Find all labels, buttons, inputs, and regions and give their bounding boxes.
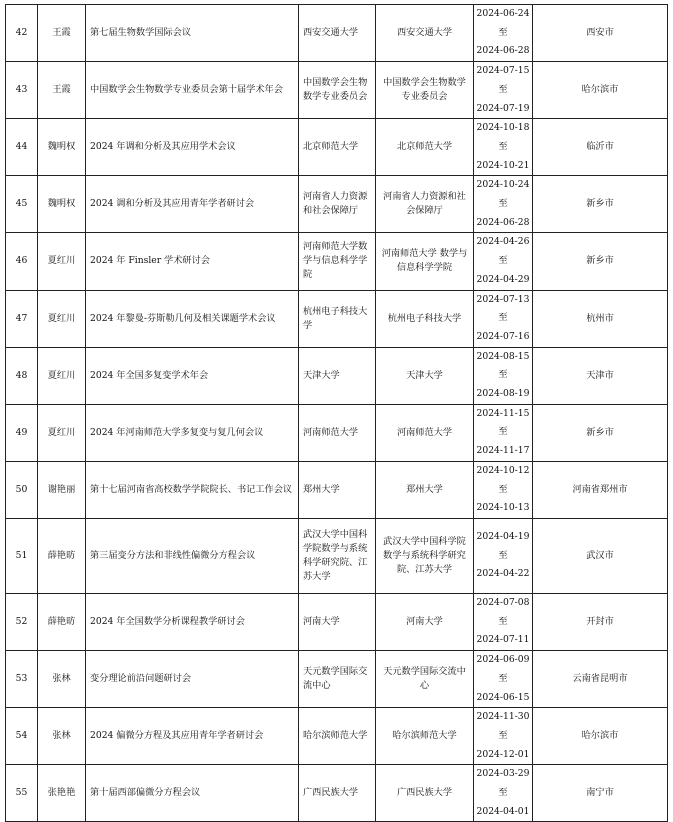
end-date: 2024-04-01	[476, 805, 530, 817]
person-name: 王霞	[38, 5, 86, 62]
table-row	[6, 518, 668, 593]
conference-title: 2024 年 Finsler 学术研讨会	[86, 233, 299, 290]
organizing-unit: 郑州大学	[376, 461, 474, 518]
conference-title: 变分理论前沿问题研讨会	[86, 651, 299, 708]
table-row	[6, 347, 668, 404]
conference-title: 第十七届河南省高校数学学院院长、书记工作会议	[86, 461, 299, 518]
table-row	[6, 651, 668, 708]
date-separator: 至	[498, 549, 508, 561]
row-number: 54	[6, 708, 38, 765]
host-organization: 河南省人力资源和社会保障厅	[299, 176, 376, 233]
row-number: 42	[6, 5, 38, 62]
table-row	[6, 119, 668, 176]
conference-table	[5, 4, 668, 822]
date-separator: 至	[498, 255, 508, 267]
end-date: 2024-07-19	[476, 102, 530, 114]
conference-title: 中国数学会生物数学专业委员会第十届学术年会	[86, 62, 299, 119]
organizing-unit: 河南大学	[376, 593, 474, 650]
start-date: 2024-04-26	[476, 236, 530, 248]
table-row	[6, 62, 668, 119]
host-organization: 郑州大学	[299, 461, 376, 518]
date-range	[474, 765, 533, 822]
host-organization: 北京师范大学	[299, 119, 376, 176]
organizing-unit: 河南师范大学	[376, 404, 474, 461]
date-range	[474, 651, 533, 708]
conference-title: 2024 年调和分析及其应用学术会议	[86, 119, 299, 176]
organizing-unit: 广西民族大学	[376, 765, 474, 822]
date-range	[474, 461, 533, 518]
date-range	[474, 593, 533, 650]
start-date: 2024-10-18	[476, 122, 530, 134]
person-name: 王霞	[38, 62, 86, 119]
row-number: 55	[6, 765, 38, 822]
conference-title: 2024 年河南师范大学多复变与复几何会议	[86, 404, 299, 461]
host-organization: 西安交通大学	[299, 5, 376, 62]
organizing-unit: 河南省人力资源和社会保障厅	[376, 176, 474, 233]
city: 哈尔滨市	[533, 62, 668, 119]
row-number: 46	[6, 233, 38, 290]
row-number: 51	[6, 518, 38, 593]
table-row	[6, 290, 668, 347]
start-date: 2024-11-15	[476, 407, 530, 419]
row-number: 53	[6, 651, 38, 708]
person-name: 夏红川	[38, 233, 86, 290]
host-organization: 杭州电子科技大学	[299, 290, 376, 347]
city: 西安市	[533, 5, 668, 62]
table-row	[6, 233, 668, 290]
conference-title: 2024 调和分析及其应用青年学者研讨会	[86, 176, 299, 233]
organizing-unit: 天津大学	[376, 347, 474, 404]
end-date: 2024-04-29	[476, 273, 530, 285]
city: 新乡市	[533, 233, 668, 290]
host-organization: 广西民族大学	[299, 765, 376, 822]
city: 哈尔滨市	[533, 708, 668, 765]
date-separator: 至	[498, 83, 508, 95]
date-range	[474, 176, 533, 233]
end-date: 2024-08-19	[476, 388, 530, 400]
host-organization: 中国数学会生物数学专业委员会	[299, 62, 376, 119]
row-number: 45	[6, 176, 38, 233]
date-separator: 至	[498, 729, 508, 741]
end-date: 2024-07-11	[476, 634, 530, 646]
host-organization: 哈尔滨师范大学	[299, 708, 376, 765]
end-date: 2024-07-16	[476, 330, 530, 342]
city: 新乡市	[533, 176, 668, 233]
host-organization: 天元数学国际交流中心	[299, 651, 376, 708]
row-number: 48	[6, 347, 38, 404]
date-range	[474, 347, 533, 404]
date-separator: 至	[498, 369, 508, 381]
city: 杭州市	[533, 290, 668, 347]
conference-title: 2024 偏微分方程及其应用青年学者研讨会	[86, 708, 299, 765]
end-date: 2024-06-28	[476, 45, 530, 57]
date-range	[474, 5, 533, 62]
host-organization: 河南师范大学	[299, 404, 376, 461]
person-name: 夏红川	[38, 347, 86, 404]
date-separator: 至	[498, 426, 508, 438]
date-range	[474, 62, 533, 119]
row-number: 52	[6, 593, 38, 650]
start-date: 2024-10-12	[476, 464, 530, 476]
end-date: 2024-10-13	[476, 502, 530, 514]
organizing-unit: 西安交通大学	[376, 5, 474, 62]
table-row	[6, 461, 668, 518]
conference-title: 第三届变分方法和非线性偏微分方程会议	[86, 518, 299, 593]
date-separator: 至	[498, 615, 508, 627]
person-name: 张艳艳	[38, 765, 86, 822]
row-number: 50	[6, 461, 38, 518]
table-row	[6, 765, 668, 822]
conference-title: 2024 年全国多复变学术年会	[86, 347, 299, 404]
date-range	[474, 518, 533, 593]
person-name: 魏明权	[38, 176, 86, 233]
date-range	[474, 233, 533, 290]
city: 武汉市	[533, 518, 668, 593]
end-date: 2024-06-28	[476, 216, 530, 228]
row-number: 43	[6, 62, 38, 119]
person-name: 谢艳丽	[38, 461, 86, 518]
start-date: 2024-11-30	[476, 711, 530, 723]
host-organization: 河南大学	[299, 593, 376, 650]
start-date: 2024-06-24	[476, 8, 530, 19]
table-row	[6, 708, 668, 765]
date-separator: 至	[498, 26, 508, 38]
end-date: 2024-10-21	[476, 159, 530, 171]
date-range	[474, 119, 533, 176]
organizing-unit: 武汉大学中国科学院数学与系统科学研究院、江苏大学	[376, 518, 474, 593]
start-date: 2024-07-08	[476, 596, 530, 608]
conference-title: 第七届生物数学国际会议	[86, 5, 299, 62]
date-separator: 至	[498, 483, 508, 495]
start-date: 2024-10-24	[476, 179, 530, 191]
end-date: 2024-06-15	[476, 691, 530, 703]
date-range	[474, 290, 533, 347]
person-name: 张林	[38, 708, 86, 765]
start-date: 2024-06-09	[476, 654, 530, 666]
conference-title: 第十届西部偏微分方程会议	[86, 765, 299, 822]
table-row	[6, 404, 668, 461]
city: 临沂市	[533, 119, 668, 176]
date-separator: 至	[498, 787, 508, 799]
city: 新乡市	[533, 404, 668, 461]
end-date: 2024-12-01	[476, 748, 530, 760]
city: 河南省郑州市	[533, 461, 668, 518]
conference-title: 2024 年黎曼-芬斯勒几何及相关课题学术会议	[86, 290, 299, 347]
start-date: 2024-07-15	[476, 65, 530, 77]
person-name: 夏红川	[38, 290, 86, 347]
host-organization: 天津大学	[299, 347, 376, 404]
person-name: 张林	[38, 651, 86, 708]
city: 天津市	[533, 347, 668, 404]
date-separator: 至	[498, 198, 508, 210]
table-body	[6, 5, 668, 822]
city: 南宁市	[533, 765, 668, 822]
organizing-unit: 中国数学会生物数学专业委员会	[376, 62, 474, 119]
start-date: 2024-07-13	[476, 293, 530, 305]
start-date: 2024-08-15	[476, 350, 530, 362]
start-date: 2024-03-29	[476, 768, 530, 780]
city: 开封市	[533, 593, 668, 650]
organizing-unit: 杭州电子科技大学	[376, 290, 474, 347]
host-organization: 武汉大学中国科学院数学与系统科学研究院、江苏大学	[299, 518, 376, 593]
date-separator: 至	[498, 312, 508, 324]
date-separator: 至	[498, 672, 508, 684]
table-row	[6, 593, 668, 650]
person-name: 夏红川	[38, 404, 86, 461]
end-date: 2024-04-22	[476, 568, 530, 580]
conference-title: 2024 年全国数学分析课程教学研讨会	[86, 593, 299, 650]
date-separator: 至	[498, 140, 508, 152]
row-number: 44	[6, 119, 38, 176]
organizing-unit: 天元数学国际交流中心	[376, 651, 474, 708]
city: 云南省昆明市	[533, 651, 668, 708]
organizing-unit: 河南师范大学 数学与信息科学学院	[376, 233, 474, 290]
date-range	[474, 708, 533, 765]
table-row	[6, 5, 668, 62]
row-number: 49	[6, 404, 38, 461]
table-row	[6, 176, 668, 233]
host-organization: 河南师范大学数学与信息科学学院	[299, 233, 376, 290]
person-name: 薛艳昉	[38, 593, 86, 650]
end-date: 2024-11-17	[476, 445, 530, 457]
start-date: 2024-04-19	[476, 530, 530, 542]
row-number: 47	[6, 290, 38, 347]
person-name: 薛艳昉	[38, 518, 86, 593]
date-range	[474, 404, 533, 461]
person-name: 魏明权	[38, 119, 86, 176]
organizing-unit: 北京师范大学	[376, 119, 474, 176]
organizing-unit: 哈尔滨师范大学	[376, 708, 474, 765]
